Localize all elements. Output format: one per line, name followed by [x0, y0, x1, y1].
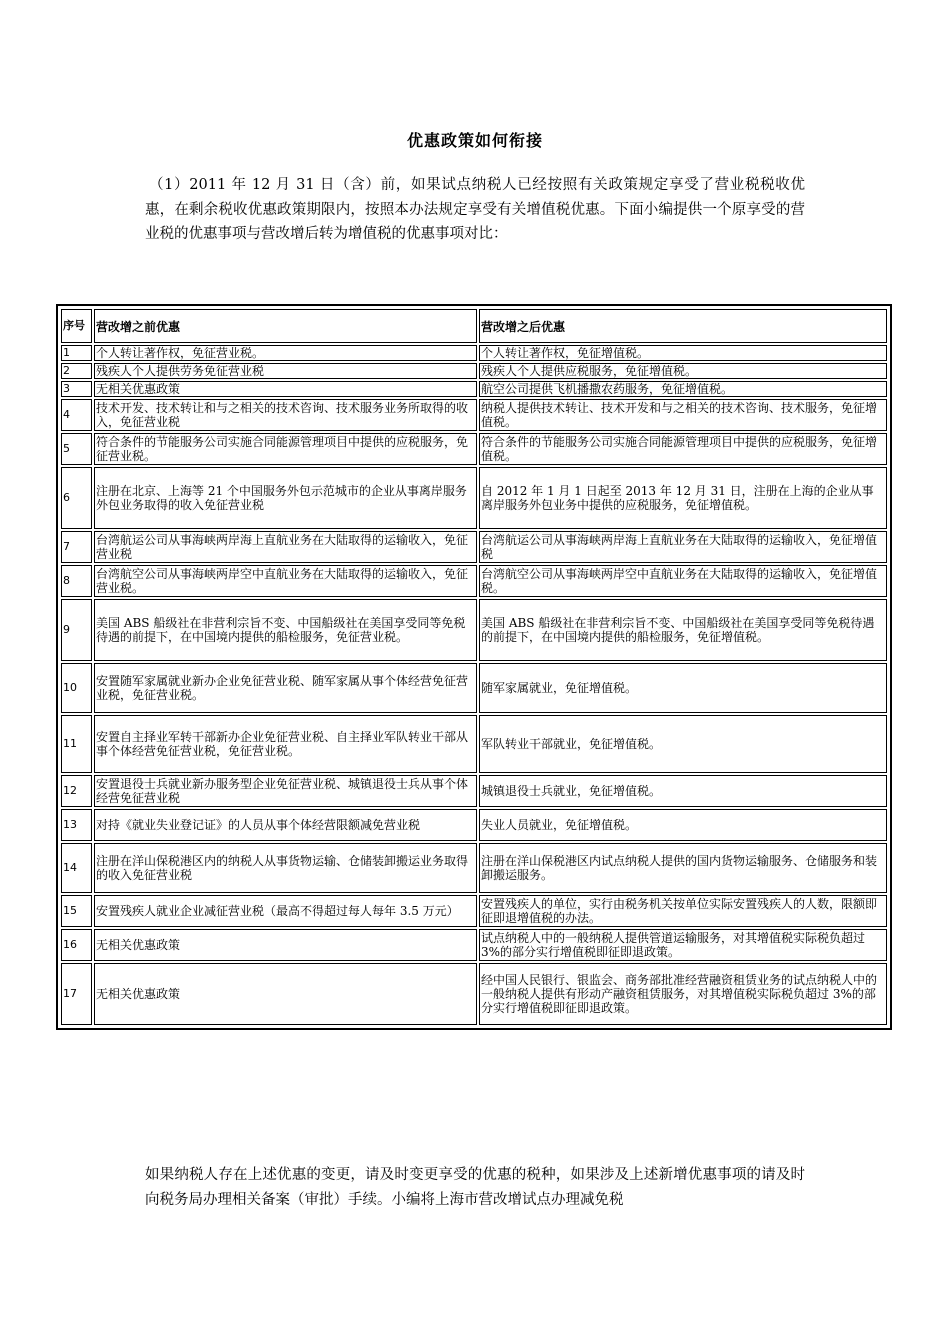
row-after-benefit: 台湾航空公司从事海峡两岸空中直航业务在大陆取得的运输收入，免征增值税。 — [479, 565, 887, 597]
row-before-benefit: 注册在北京、上海等 21 个中国服务外包示范城市的企业从事离岸服务外包业务取得的收入免征营业税 — [94, 467, 477, 529]
row-number: 4 — [61, 399, 92, 431]
row-after-benefit: 个人转让著作权，免征增值税。 — [479, 345, 887, 361]
table-row — [61, 663, 887, 713]
table-row — [61, 531, 887, 563]
row-before-benefit: 美国 ABS 船级社在非营利宗旨不变、中国船级社在美国享受同等免税待遇的前提下，在中国境内提供的船检服务，免征营业税。 — [94, 599, 477, 661]
row-after-benefit: 符合条件的节能服务公司实施合同能源管理项目中提供的应税服务，免征增值税。 — [479, 433, 887, 465]
row-after-benefit: 纳税人提供技术转让、技术开发和与之相关的技术咨询、技术服务，免征增值税。 — [479, 399, 887, 431]
row-before-benefit: 台湾航空公司从事海峡两岸空中直航业务在大陆取得的运输收入，免征营业税。 — [94, 565, 477, 597]
table-row — [61, 963, 887, 1025]
row-after-benefit: 残疾人个人提供应税服务，免征增值税。 — [479, 363, 887, 379]
table-row — [61, 843, 887, 893]
header-num: 序号 — [61, 309, 92, 343]
table-row — [61, 467, 887, 529]
row-number: 10 — [61, 663, 92, 713]
row-before-benefit: 安置残疾人就业企业减征营业税（最高不得超过每人每年 3.5 万元） — [94, 895, 477, 927]
row-before-benefit: 安置退役士兵就业新办服务型企业免征营业税、城镇退役士兵从事个体经营免征营业税 — [94, 775, 477, 807]
row-before-benefit: 无相关优惠政策 — [94, 963, 477, 1025]
row-before-benefit: 对持《就业失业登记证》的人员从事个体经营限额减免营业税 — [94, 809, 477, 841]
row-before-benefit: 安置随军家属就业新办企业免征营业税、随军家属从事个体经营免征营业税，免征营业税。 — [94, 663, 477, 713]
table-row — [61, 363, 887, 379]
row-after-benefit: 城镇退役士兵就业，免征增值税。 — [479, 775, 887, 807]
table-row — [61, 929, 887, 961]
header-after: 营改增之后优惠 — [479, 309, 887, 343]
row-number: 9 — [61, 599, 92, 661]
row-number: 14 — [61, 843, 92, 893]
row-after-benefit: 航空公司提供飞机播撒农药服务，免征增值税。 — [479, 381, 887, 397]
row-number: 6 — [61, 467, 92, 529]
row-before-benefit: 个人转让著作权，免征营业税。 — [94, 345, 477, 361]
row-number: 15 — [61, 895, 92, 927]
row-number: 2 — [61, 363, 92, 379]
row-after-benefit: 军队转业干部就业，免征增值税。 — [479, 715, 887, 773]
row-before-benefit: 技术开发、技术转让和与之相关的技术咨询、技术服务业务所取得的收入，免征营业税 — [94, 399, 477, 431]
closing-paragraph: 如果纳税人存在上述优惠的变更，请及时变更享受的优惠的税种，如果涉及上述新增优惠事项的请及时向税务局办理相关备案（审批）手续。小编将上海市营改增试点办理减免税 — [145, 1167, 805, 1208]
row-before-benefit: 无相关优惠政策 — [94, 381, 477, 397]
header-before: 营改增之前优惠 — [94, 309, 477, 343]
page-title: 优惠政策如何衔接 — [406, 131, 543, 150]
row-before-benefit: 台湾航运公司从事海峡两岸海上直航业务在大陆取得的运输收入，免征营业税 — [94, 531, 477, 563]
table-row — [61, 775, 887, 807]
row-after-benefit: 台湾航运公司从事海峡两岸海上直航业务在大陆取得的运输收入，免征增值税 — [479, 531, 887, 563]
table-row — [61, 433, 887, 465]
row-number: 3 — [61, 381, 92, 397]
row-before-benefit: 安置自主择业军转干部新办企业免征营业税、自主择业军队转业干部从事个体经营免征营业税，免征营业税。 — [94, 715, 477, 773]
row-number: 8 — [61, 565, 92, 597]
intro-paragraph: （1）2011 年 12 月 31 日（含）前，如果试点纳税人已经按照有关政策规定享受了营业税税收优惠，在剩余税收优惠政策期限内，按照本办法规定享受有关增值税优惠。下面小编提供一个原享受的营业税的优惠事项与营改增后转为增值税的优惠事项对比： — [145, 177, 805, 242]
table-row — [61, 381, 887, 397]
table-row — [61, 895, 887, 927]
row-before-benefit: 符合条件的节能服务公司实施合同能源管理项目中提供的应税服务，免征营业税。 — [94, 433, 477, 465]
row-after-benefit: 试点纳税人中的一般纳税人提供管道运输服务，对其增值税实际税负超过 3%的部分实行增值税即征即退政策。 — [479, 929, 887, 961]
row-number: 17 — [61, 963, 92, 1025]
row-number: 13 — [61, 809, 92, 841]
row-number: 12 — [61, 775, 92, 807]
comparison-table — [56, 304, 892, 1030]
table-row — [61, 809, 887, 841]
row-number: 16 — [61, 929, 92, 961]
row-after-benefit: 经中国人民银行、银监会、商务部批准经营融资租赁业务的试点纳税人中的一般纳税人提供有形动产融资租赁服务，对其增值税实际税负超过 3%的部分实行增值税即征即退政策。 — [479, 963, 887, 1025]
row-before-benefit: 残疾人个人提供劳务免征营业税 — [94, 363, 477, 379]
row-after-benefit: 注册在洋山保税港区内试点纳税人提供的国内货物运输服务、仓储服务和装卸搬运服务。 — [479, 843, 887, 893]
row-number: 5 — [61, 433, 92, 465]
table-row — [61, 345, 887, 361]
row-after-benefit: 自 2012 年 1 月 1 日起至 2013 年 12 月 31 日，注册在上海的企业从事离岸服务外包业务中提供的应税服务，免征增值税。 — [479, 467, 887, 529]
table-row — [61, 565, 887, 597]
row-after-benefit: 随军家属就业，免征增值税。 — [479, 663, 887, 713]
row-after-benefit: 安置残疾人的单位，实行由税务机关按单位实际安置残疾人的人数，限额即征即退增值税的办法。 — [479, 895, 887, 927]
row-before-benefit: 注册在洋山保税港区内的纳税人从事货物运输、仓储装卸搬运业务取得的收入免征营业税 — [94, 843, 477, 893]
row-before-benefit: 无相关优惠政策 — [94, 929, 477, 961]
row-number: 11 — [61, 715, 92, 773]
row-number: 1 — [61, 345, 92, 361]
row-after-benefit: 失业人员就业，免征增值税。 — [479, 809, 887, 841]
row-after-benefit: 美国 ABS 船级社在非营利宗旨不变、中国船级社在美国享受同等免税待遇的前提下，在中国境内提供的船检服务，免征增值税。 — [479, 599, 887, 661]
row-number: 7 — [61, 531, 92, 563]
table-header-row — [61, 309, 887, 343]
table-row — [61, 599, 887, 661]
table-row — [61, 715, 887, 773]
table-row — [61, 399, 887, 431]
